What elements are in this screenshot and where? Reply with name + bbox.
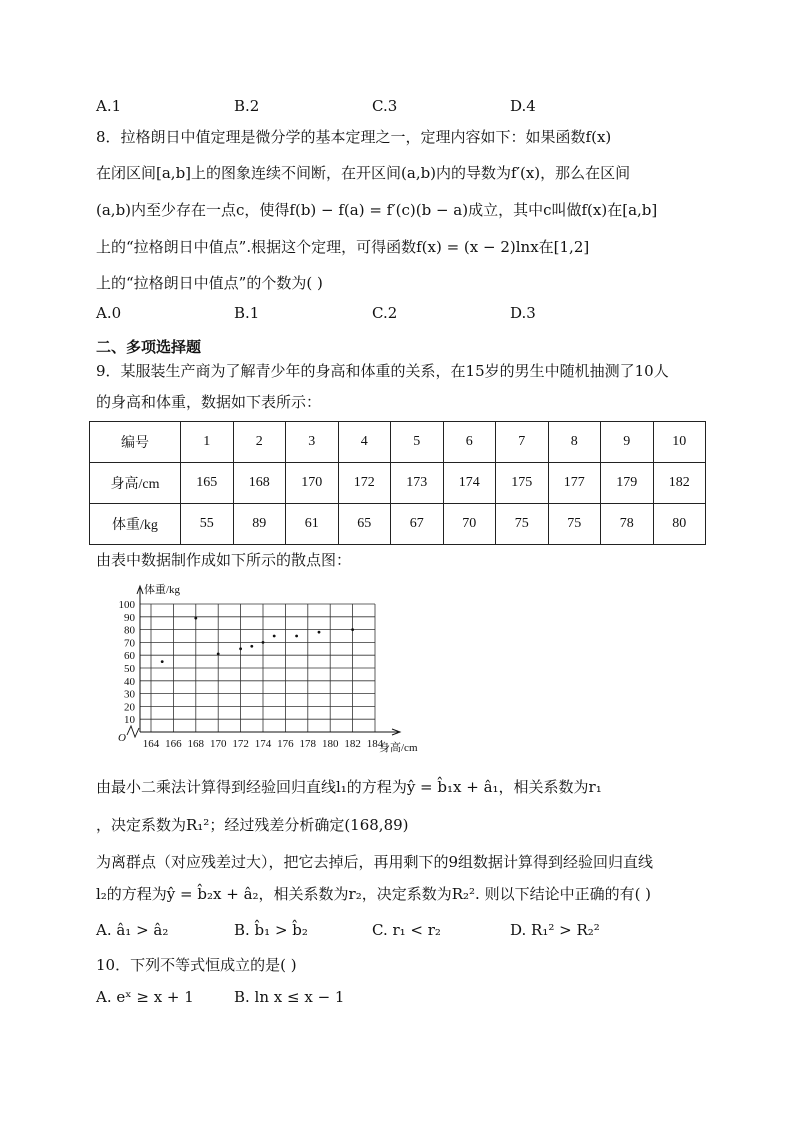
table-cell: 89: [233, 504, 286, 545]
q10-option-a: A. eˣ ≥ x + 1: [96, 988, 194, 1006]
q9-stem-line-1: 9．某服装生产商为了解青少年的身高和体重的关系，在15岁的男生中随机抽测了10人: [96, 362, 669, 380]
y-tick-label: 40: [124, 675, 135, 688]
q8-stem-line-4: 上的“拉格朗日中值点”.根据这个定理，可得函数f(x) = (x − 2)lnx在[1,2]: [96, 238, 590, 256]
x-tick-label: 182: [344, 738, 361, 750]
table-cell: 61: [286, 504, 339, 545]
table-cell: 4: [338, 422, 391, 463]
x-axis-label: 身高/cm: [379, 742, 418, 754]
q8-stem-line-3: (a,b)内至少存在一点c，使得f(b) − f(a) = f′(c)(b − a)成立，其中c叫做f(x)在[a,b]: [96, 201, 658, 219]
table-cell: 175: [496, 463, 549, 504]
q8-option-d: D.3: [510, 304, 536, 322]
q9-option-a: A. â₁ > â₂: [96, 921, 169, 939]
table-row-heights: [90, 463, 706, 504]
table-cell: 80: [653, 504, 706, 545]
q9-stem-line-4: ，决定系数为R₁²；经过残差分析确定(168,89): [96, 816, 409, 834]
y-tick-label: 30: [124, 688, 135, 701]
x-tick-label: 176: [277, 738, 294, 750]
table-cell: 10: [653, 422, 706, 463]
plot-points: [161, 617, 354, 663]
y-axis-label: 体重/kg: [144, 584, 181, 596]
q9-option-c: C. r₁ < r₂: [372, 921, 441, 939]
q7-option-d: D.4: [510, 97, 536, 115]
table-cell: 70: [443, 504, 496, 545]
y-tick-label: 80: [124, 624, 135, 637]
x-tick-label: 184: [366, 738, 384, 750]
q8-option-a: A.0: [96, 304, 122, 322]
plot-ticks: [119, 599, 384, 750]
x-tick-label: 180: [321, 738, 339, 750]
x-tick-label: 170: [209, 738, 227, 750]
q9-stem-line-6: l₂的方程为ŷ = b̂₂x + â₂，相关系数为r₂，决定系数为R₂². 则以下结论中正确的有( ): [96, 885, 652, 903]
y-tick-label: 50: [124, 663, 135, 675]
y-tick-label: 70: [124, 637, 135, 650]
x-tick-label: 174: [254, 738, 272, 750]
table-cell: 8: [548, 422, 601, 463]
origin-label: O: [118, 732, 126, 744]
q7-option-c: C.3: [372, 97, 398, 115]
x-tick-label: 168: [187, 738, 205, 750]
scatter-plot: [96, 574, 418, 770]
plot-grid: [140, 604, 375, 732]
q7-option-b: B.2: [234, 97, 260, 115]
table-cell: 2: [233, 422, 286, 463]
table-cell: 75: [548, 504, 601, 545]
table-cell: 168: [233, 463, 286, 504]
table-cell: 55: [181, 504, 234, 545]
table-header-label: 编号: [90, 422, 181, 463]
q8-stem-line-2: 在闭区间[a,b]上的图象连续不间断，在开区间(a,b)内的导数为f′(x)，那么在区间: [96, 164, 631, 182]
table-cell: 67: [391, 504, 444, 545]
q9-stem-line-3: 由最小二乘法计算得到经验回归直线l₁的方程为ŷ = b̂₁x + â₁，相关系数为r₁: [96, 778, 602, 796]
q8-option-b: B.1: [234, 304, 260, 322]
x-tick-label: 178: [299, 738, 317, 750]
table-cell: 174: [443, 463, 496, 504]
table-cell: 5: [391, 422, 444, 463]
data-point: [239, 647, 242, 650]
data-point: [217, 653, 220, 656]
y-tick-label: 100: [118, 599, 135, 611]
y-tick-label: 20: [124, 701, 135, 714]
y-tick-label: 10: [124, 714, 135, 727]
x-tick-label: 172: [232, 738, 249, 750]
data-point: [161, 660, 164, 663]
table-cell: 78: [601, 504, 654, 545]
q8-stem-line-1: 8．拉格朗日中值定理是微分学的基本定理之一，定理内容如下：如果函数f(x): [96, 128, 612, 146]
q9-stem-line-2: 的身高和体重，数据如下表所示：: [96, 393, 322, 411]
section-2-title: 二、多项选择题: [96, 338, 202, 356]
data-point: [250, 645, 253, 648]
table-cell: 165: [181, 463, 234, 504]
table-cell: 173: [391, 463, 444, 504]
q8-option-c: C.2: [372, 304, 398, 322]
scatter-intro: 由表中数据制作成如下所示的散点图：: [96, 551, 352, 569]
q9-stem-line-5: 为离群点（对应残差过大），把它去掉后，再用剩下的9组数据计算得到经验回归直线: [96, 853, 654, 871]
y-tick-label: 90: [124, 611, 135, 624]
q8-stem-line-5: 上的“拉格朗日中值点”的个数为( ): [96, 274, 323, 292]
table-row-ids: [90, 422, 706, 463]
table-height-label: 身高/cm: [90, 463, 181, 504]
x-tick-label: 164: [142, 738, 160, 750]
table-cell: 172: [338, 463, 391, 504]
table-cell: 75: [496, 504, 549, 545]
data-point: [262, 641, 265, 644]
data-point: [273, 635, 276, 638]
table-cell: 9: [601, 422, 654, 463]
q7-option-a: A.1: [96, 97, 122, 115]
table-cell: 7: [496, 422, 549, 463]
y-tick-label: 60: [124, 650, 135, 663]
table-cell: 65: [338, 504, 391, 545]
q9-option-d: D. R₁² > R₂²: [510, 921, 600, 939]
table-cell: 1: [181, 422, 234, 463]
plot-axes: [127, 586, 400, 737]
data-table: [89, 421, 706, 545]
table-cell: 3: [286, 422, 339, 463]
x-tick-label: 166: [165, 738, 182, 750]
q9-option-b: B. b̂₁ > b̂₂: [234, 921, 308, 939]
data-point: [295, 635, 298, 638]
axis-break: [127, 726, 139, 737]
table-cell: 182: [653, 463, 706, 504]
data-point: [351, 628, 354, 631]
table-weight-label: 体重/kg: [90, 504, 181, 545]
data-point: [318, 631, 321, 634]
q10-stem: 10．下列不等式恒成立的是( ): [96, 956, 297, 974]
table-cell: 6: [443, 422, 496, 463]
table-cell: 177: [548, 463, 601, 504]
data-point: [194, 617, 197, 620]
q10-option-b: B. ln x ≤ x − 1: [234, 988, 345, 1006]
table-cell: 170: [286, 463, 339, 504]
table-row-weights: [90, 504, 706, 545]
table-cell: 179: [601, 463, 654, 504]
